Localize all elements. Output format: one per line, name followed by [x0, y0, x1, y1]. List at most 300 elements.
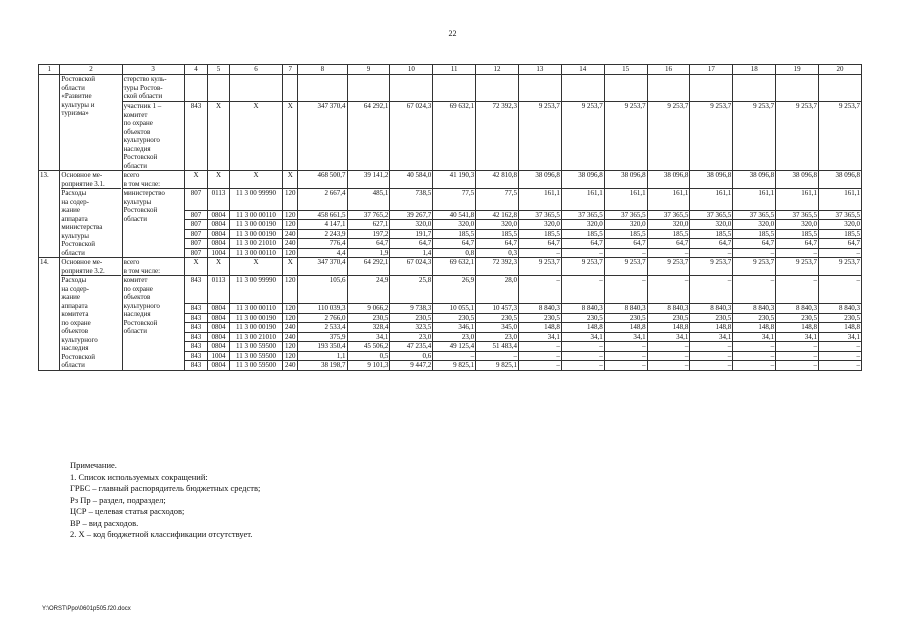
table-row — [39, 258, 862, 276]
cell-line: культуры — [123, 197, 152, 206]
table-cell: 77,5 — [433, 189, 476, 211]
table-cell: 320,0 — [561, 220, 604, 230]
table-cell: – — [518, 276, 561, 304]
cell-line: всего — [123, 171, 140, 179]
table-cell: 230,5 — [776, 313, 819, 323]
table-cell: 9 253,7 — [647, 102, 690, 171]
table-cell: 185,5 — [476, 229, 519, 239]
activity-title-line: Основное ме- — [61, 171, 103, 179]
row-number-cell — [39, 75, 60, 171]
table-cell: 9 738,3 — [390, 304, 433, 314]
table-cell: 2 766,0 — [298, 313, 347, 323]
table-cell: 843 — [184, 304, 208, 314]
table-cell: – — [518, 351, 561, 361]
table-cell: 34,1 — [518, 332, 561, 342]
table-cell: 347 370,4 — [298, 102, 347, 171]
table-cell — [733, 75, 776, 102]
table-cell: 38 096,8 — [819, 171, 862, 189]
table-cell: X — [184, 258, 208, 276]
table-row — [39, 171, 862, 189]
table-cell: 320,0 — [733, 220, 776, 230]
table-cell: – — [733, 351, 776, 361]
table-cell: 148,8 — [561, 323, 604, 333]
table-cell: 323,5 — [390, 323, 433, 333]
table-cell: 230,5 — [819, 313, 862, 323]
column-header: 11 — [433, 65, 476, 75]
cell-line: Ростовской — [123, 206, 158, 214]
table-cell: 64,7 — [476, 239, 519, 249]
cell-line: «Развитие — [61, 92, 92, 100]
cell-line: комитет — [123, 110, 148, 119]
table-cell: 110 039,3 — [298, 304, 347, 314]
table-cell: 346,1 — [433, 323, 476, 333]
table-cell: 2 667,4 — [298, 189, 347, 211]
table-cell — [229, 75, 283, 102]
table-cell: 64 292,1 — [347, 102, 390, 171]
table-cell: 37 365,5 — [604, 210, 647, 220]
table-cell: 23,0 — [390, 332, 433, 342]
table-cell: 105,6 — [298, 276, 347, 304]
table-cell: 807 — [184, 220, 208, 230]
table-cell: 320,0 — [433, 220, 476, 230]
table-cell: 1,9 — [347, 248, 390, 258]
table-cell: 11 3 00 00110 — [229, 304, 283, 314]
table-cell: – — [690, 276, 733, 304]
table-cell: 9 253,7 — [690, 102, 733, 171]
table-cell: 230,5 — [604, 313, 647, 323]
table-cell: 69 632,1 — [433, 258, 476, 276]
column-header: 12 — [476, 65, 519, 75]
cell-line: по охране — [123, 284, 153, 293]
table-cell: 72 392,3 — [476, 102, 519, 171]
table-cell: 9 253,7 — [518, 102, 561, 171]
table-cell: 11 3 00 21010 — [229, 239, 283, 249]
table-cell: X — [229, 258, 283, 276]
table-cell: 161,1 — [819, 189, 862, 211]
table-cell: 485,1 — [347, 189, 390, 211]
table-cell: 0,5 — [347, 351, 390, 361]
table-cell: – — [776, 276, 819, 304]
cell-line: в том числе: — [123, 266, 161, 275]
table-cell: 9 253,7 — [733, 102, 776, 171]
table-cell: 0804 — [208, 332, 229, 342]
row-number-cell: 14. — [39, 258, 60, 371]
cell-line: области — [61, 83, 85, 92]
table-cell: 843 — [184, 361, 208, 371]
table-cell: 468 500,7 — [298, 171, 347, 189]
table-cell: 185,5 — [690, 229, 733, 239]
table-cell: 11 3 00 59500 — [229, 351, 283, 361]
table-cell: 9 253,7 — [604, 102, 647, 171]
table-cell: 120 — [283, 276, 298, 304]
table-cell: 230,5 — [647, 313, 690, 323]
table-cell: 11 3 00 99990 — [229, 189, 283, 211]
table-cell: 10 055,1 — [433, 304, 476, 314]
table-cell: 9 447,2 — [390, 361, 433, 371]
column-header: 18 — [733, 65, 776, 75]
table-cell: 843 — [184, 342, 208, 352]
table-cell: 185,5 — [647, 229, 690, 239]
table-cell: 34,1 — [690, 332, 733, 342]
table-cell: 148,8 — [690, 323, 733, 333]
table-cell — [647, 75, 690, 102]
table-cell: 9 825,1 — [433, 361, 476, 371]
table-cell: 197,2 — [347, 229, 390, 239]
table-cell — [184, 75, 208, 102]
table-cell: – — [690, 342, 733, 352]
activity-description-line: культуры — [61, 231, 90, 240]
table-cell: 26,9 — [433, 276, 476, 304]
column-header: 4 — [184, 65, 208, 75]
table-cell: X — [184, 171, 208, 189]
table-cell — [283, 75, 298, 102]
table-cell: 23,0 — [433, 332, 476, 342]
table-cell: 8 840,3 — [776, 304, 819, 314]
note-line: ГРБС – главный распорядитель бюджетных средств; — [70, 483, 261, 493]
table-cell: 185,5 — [561, 229, 604, 239]
table-cell: 40 584,0 — [390, 171, 433, 189]
table-cell: – — [604, 361, 647, 371]
table-cell: 37 365,5 — [647, 210, 690, 220]
program-name-cell — [60, 75, 122, 171]
table-cell: 185,5 — [733, 229, 776, 239]
table-cell: 185,5 — [604, 229, 647, 239]
table-cell: 807 — [184, 189, 208, 211]
table-cell — [347, 75, 390, 102]
table-cell: 38 198,7 — [298, 361, 347, 371]
activity-title-line: роприятие 3.2. — [61, 267, 120, 277]
table-cell: 230,5 — [433, 313, 476, 323]
table-cell: 11 3 00 00110 — [229, 210, 283, 220]
table-cell: – — [518, 248, 561, 258]
table-cell: 24,9 — [347, 276, 390, 304]
table-cell: 11 3 00 00110 — [229, 248, 283, 258]
table-cell: 120 — [283, 210, 298, 220]
table-cell: – — [476, 351, 519, 361]
table-cell: 37 765,2 — [347, 210, 390, 220]
table-cell: 320,0 — [390, 220, 433, 230]
table-cell: – — [776, 342, 819, 352]
table-cell: 9 066,2 — [347, 304, 390, 314]
table-cell: – — [776, 361, 819, 371]
table-cell: 9 825,1 — [476, 361, 519, 371]
executor-cell — [122, 189, 184, 258]
table-cell: 240 — [283, 229, 298, 239]
table-cell: 11 3 00 99990 — [229, 276, 283, 304]
column-header: 14 — [561, 65, 604, 75]
table-cell: 11 3 00 59500 — [229, 361, 283, 371]
table-cell: 38 096,8 — [733, 171, 776, 189]
table-cell: 0804 — [208, 342, 229, 352]
table-cell: – — [647, 361, 690, 371]
table-cell: 45 506,2 — [347, 342, 390, 352]
table-cell: 34,1 — [561, 332, 604, 342]
table-cell: – — [733, 342, 776, 352]
table-cell: 0804 — [208, 313, 229, 323]
table-cell: 9 101,3 — [347, 361, 390, 371]
table-cell: 120 — [283, 304, 298, 314]
table-cell: 67 024,3 — [390, 258, 433, 276]
table-cell: 807 — [184, 239, 208, 249]
table-row — [39, 102, 862, 171]
cell-line: культурного — [123, 301, 160, 310]
table-cell: – — [604, 342, 647, 352]
table-cell: X — [208, 258, 229, 276]
table-cell: 807 — [184, 210, 208, 220]
table-cell: 843 — [184, 351, 208, 361]
table-cell: 77,5 — [476, 189, 519, 211]
table-cell: X — [229, 171, 283, 189]
table-cell: – — [518, 361, 561, 371]
table-cell: 1,4 — [390, 248, 433, 258]
cell-line: области — [123, 214, 147, 223]
activity-title-line: Основное ме- — [61, 258, 103, 266]
table-cell: 148,8 — [733, 323, 776, 333]
table-cell: 40 541,8 — [433, 210, 476, 220]
cell-line: объектов — [123, 127, 151, 136]
table-cell: 0,3 — [476, 248, 519, 258]
table-header-row — [39, 65, 862, 75]
cell-line: Ростовской — [123, 153, 158, 161]
table-cell: 9 253,7 — [733, 258, 776, 276]
table-cell: 191,7 — [390, 229, 433, 239]
table-cell: 42 162,8 — [476, 210, 519, 220]
cell-line: объектов — [123, 293, 151, 301]
cell-line: Ростовской — [123, 318, 158, 327]
table-cell: 64 292,1 — [347, 258, 390, 276]
activity-description-line: аппарата — [61, 214, 88, 223]
table-cell: 8 840,3 — [819, 304, 862, 314]
table-row — [39, 276, 862, 304]
table-cell: 161,1 — [690, 189, 733, 211]
table-cell: 9 253,7 — [819, 102, 862, 171]
table-cell: 230,5 — [390, 313, 433, 323]
table-cell: – — [776, 351, 819, 361]
table-cell — [208, 75, 229, 102]
table-cell: 8 840,3 — [604, 304, 647, 314]
table-cell: 11 3 00 00190 — [229, 229, 283, 239]
table-cell: 51 483,4 — [476, 342, 519, 352]
cell-line: всего — [123, 258, 140, 266]
table-cell: 38 096,8 — [647, 171, 690, 189]
table-cell: 0804 — [208, 220, 229, 230]
table-cell: 37 365,5 — [561, 210, 604, 220]
table-cell: – — [776, 248, 819, 258]
cell-line: в том числе: — [123, 179, 161, 188]
table-cell: 120 — [283, 313, 298, 323]
table-cell: – — [647, 248, 690, 258]
table-cell: 8 840,3 — [647, 304, 690, 314]
table-cell — [476, 75, 519, 102]
table-cell: 37 365,5 — [690, 210, 733, 220]
table-cell: 738,5 — [390, 189, 433, 211]
activity-description-line: комитета — [61, 310, 89, 318]
activity-description-line: области — [61, 248, 85, 257]
table-cell: 34,1 — [347, 332, 390, 342]
column-header: 2 — [60, 65, 122, 75]
table-cell: 0,6 — [390, 351, 433, 361]
table-cell: X — [283, 171, 298, 189]
table-cell — [690, 75, 733, 102]
cell-line: культуры и — [61, 100, 95, 109]
table-cell: 193 350,4 — [298, 342, 347, 352]
table-cell: 34,1 — [647, 332, 690, 342]
table-cell: 9 253,7 — [604, 258, 647, 276]
activity-description-line: министерства — [61, 223, 103, 231]
table-cell: 185,5 — [518, 229, 561, 239]
table-cell: 1004 — [208, 248, 229, 258]
activity-description-line: Расходы — [61, 189, 87, 197]
table-cell: 320,0 — [476, 220, 519, 230]
table-cell: 148,8 — [819, 323, 862, 333]
table-cell — [390, 75, 433, 102]
cell-line: области — [123, 327, 147, 335]
activity-description-line: Ростовской — [61, 240, 96, 248]
table-cell: 64,7 — [347, 239, 390, 249]
table-cell: 161,1 — [561, 189, 604, 211]
cell-line: культурного — [123, 136, 160, 144]
activity-description-line: жание — [61, 206, 80, 214]
table-cell: 120 — [283, 248, 298, 258]
table-cell: 320,0 — [690, 220, 733, 230]
table-cell: 0,8 — [433, 248, 476, 258]
file-path-footer: Y:\ORST\Ppo\0601p505.f20.docx — [42, 606, 131, 612]
column-header: 7 — [283, 65, 298, 75]
table-cell: 120 — [283, 351, 298, 361]
table-cell: X — [283, 102, 298, 171]
table-cell: – — [819, 361, 862, 371]
table-cell: 34,1 — [776, 332, 819, 342]
table-cell: 320,0 — [647, 220, 690, 230]
table-cell: 230,5 — [690, 313, 733, 323]
table-cell: 64,7 — [647, 239, 690, 249]
column-header: 16 — [647, 65, 690, 75]
table-cell: 148,8 — [776, 323, 819, 333]
activity-description-line: жание — [61, 293, 80, 301]
table-cell: X — [208, 102, 229, 171]
table-cell: 240 — [283, 361, 298, 371]
table-cell: 38 096,8 — [561, 171, 604, 189]
column-header: 3 — [122, 65, 184, 75]
table-cell: 843 — [184, 276, 208, 304]
column-header: 19 — [776, 65, 819, 75]
table-cell: 8 840,3 — [518, 304, 561, 314]
table-cell: 148,8 — [518, 323, 561, 333]
table-cell: – — [819, 342, 862, 352]
table-cell: 9 253,7 — [518, 258, 561, 276]
table-cell: 458 661,5 — [298, 210, 347, 220]
table-cell: 185,5 — [433, 229, 476, 239]
activity-description-line: Ростовской — [61, 352, 96, 361]
table-cell: 320,0 — [776, 220, 819, 230]
table-cell: 375,9 — [298, 332, 347, 342]
table-cell: 161,1 — [647, 189, 690, 211]
budget-table — [38, 64, 862, 371]
table-cell: 0804 — [208, 304, 229, 314]
table-cell: 9 253,7 — [561, 258, 604, 276]
table-cell: 28,0 — [476, 276, 519, 304]
table-cell: – — [561, 342, 604, 352]
activity-description-line: наследия — [61, 344, 89, 352]
table-cell: – — [647, 342, 690, 352]
cell-line: Ростовской — [61, 75, 96, 83]
column-header: 8 — [298, 65, 347, 75]
column-header: 20 — [819, 65, 862, 75]
table-cell: 42 810,8 — [476, 171, 519, 189]
cell-line: комитет — [123, 276, 148, 284]
table-cell: – — [604, 248, 647, 258]
total-label-cell — [122, 171, 184, 189]
table-cell — [298, 75, 347, 102]
table-cell: 8 840,3 — [690, 304, 733, 314]
table-cell: 120 — [283, 189, 298, 211]
table-cell: 64,7 — [604, 239, 647, 249]
table-cell — [776, 75, 819, 102]
table-cell: 38 096,8 — [604, 171, 647, 189]
table-cell: 240 — [283, 332, 298, 342]
table-cell: 34,1 — [819, 332, 862, 342]
table-cell: – — [690, 248, 733, 258]
table-cell: 25,8 — [390, 276, 433, 304]
table-cell: – — [604, 276, 647, 304]
column-header: 17 — [690, 65, 733, 75]
table-cell: 72 392,3 — [476, 258, 519, 276]
table-cell: 2 243,9 — [298, 229, 347, 239]
note-line: 2. Х – код бюджетной классификации отсутствует. — [70, 529, 253, 539]
cell-line: наследия — [123, 144, 151, 153]
table-cell: 328,4 — [347, 323, 390, 333]
table-cell: – — [647, 351, 690, 361]
column-header: 5 — [208, 65, 229, 75]
table-cell: 37 365,5 — [819, 210, 862, 220]
executor-cell — [122, 75, 184, 102]
note-line: ЦСР – целевая статья расходов; — [70, 506, 185, 516]
table-cell: 9 253,7 — [776, 258, 819, 276]
table-cell: 11 3 00 00190 — [229, 313, 283, 323]
table-cell: 9 253,7 — [819, 258, 862, 276]
table-cell: 9 253,7 — [647, 258, 690, 276]
cell-line: по охране — [123, 119, 153, 127]
table-cell: 34,1 — [733, 332, 776, 342]
table-cell: 38 096,8 — [690, 171, 733, 189]
cell-line: туризма» — [61, 109, 89, 117]
table-cell: 185,5 — [776, 229, 819, 239]
table-cell: 37 365,5 — [776, 210, 819, 220]
table-cell: 67 024,3 — [390, 102, 433, 171]
table-cell: – — [690, 361, 733, 371]
table-cell: 347 370,4 — [298, 258, 347, 276]
table-cell: 64,7 — [433, 239, 476, 249]
activity-name-cell — [60, 258, 122, 371]
table-cell: X — [283, 258, 298, 276]
table-cell: 69 632,1 — [433, 102, 476, 171]
table-cell: 4,4 — [298, 248, 347, 258]
table-cell: 0804 — [208, 210, 229, 220]
table-cell: – — [433, 351, 476, 361]
table-cell: 64,7 — [561, 239, 604, 249]
note-line: ВР – вид расходов. — [70, 517, 139, 528]
table-cell: 161,1 — [518, 189, 561, 211]
activity-description-line: аппарата — [61, 301, 88, 310]
table-cell — [604, 75, 647, 102]
column-header: 6 — [229, 65, 283, 75]
table-cell: 120 — [283, 220, 298, 230]
table-cell: 185,5 — [819, 229, 862, 239]
note-line: 1. Список используемых сокращений: — [70, 471, 208, 482]
table-cell: 807 — [184, 248, 208, 258]
activity-description-line: на содер- — [61, 284, 89, 293]
table-cell: – — [604, 351, 647, 361]
